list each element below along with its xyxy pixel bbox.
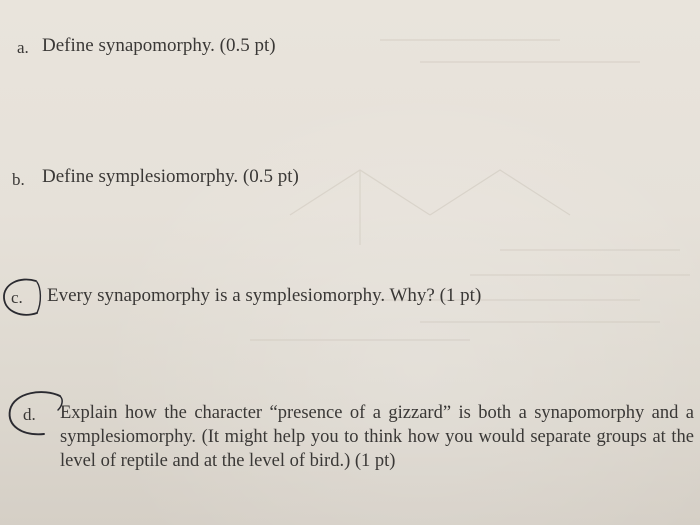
handwritten-circle-d [4,390,68,442]
question-a-text: Define synapomorphy. (0.5 pt) [42,35,276,56]
handwritten-circle-c [0,276,50,320]
question-d-line: Explain how the character “presence of a gizzard” is both a synapomorphy and a [60,403,694,423]
question-c-text: Every synapomorphy is a symplesiomorphy. Why? (1 pt) [47,285,482,306]
question-b-letter: b. [12,170,25,189]
question-d-line: symplesiomorphy. (It might help you to think how you would separate groups at the [60,427,694,447]
question-d-line: level of reptile and at the level of bird.) (1 pt) [60,451,396,471]
question-c-letter: c. [11,288,23,307]
question-a-letter: a. [17,38,29,57]
question-d-letter: d. [23,405,36,424]
question-b-text: Define symplesiomorphy. (0.5 pt) [42,166,299,187]
question-d-text [60,401,694,473]
